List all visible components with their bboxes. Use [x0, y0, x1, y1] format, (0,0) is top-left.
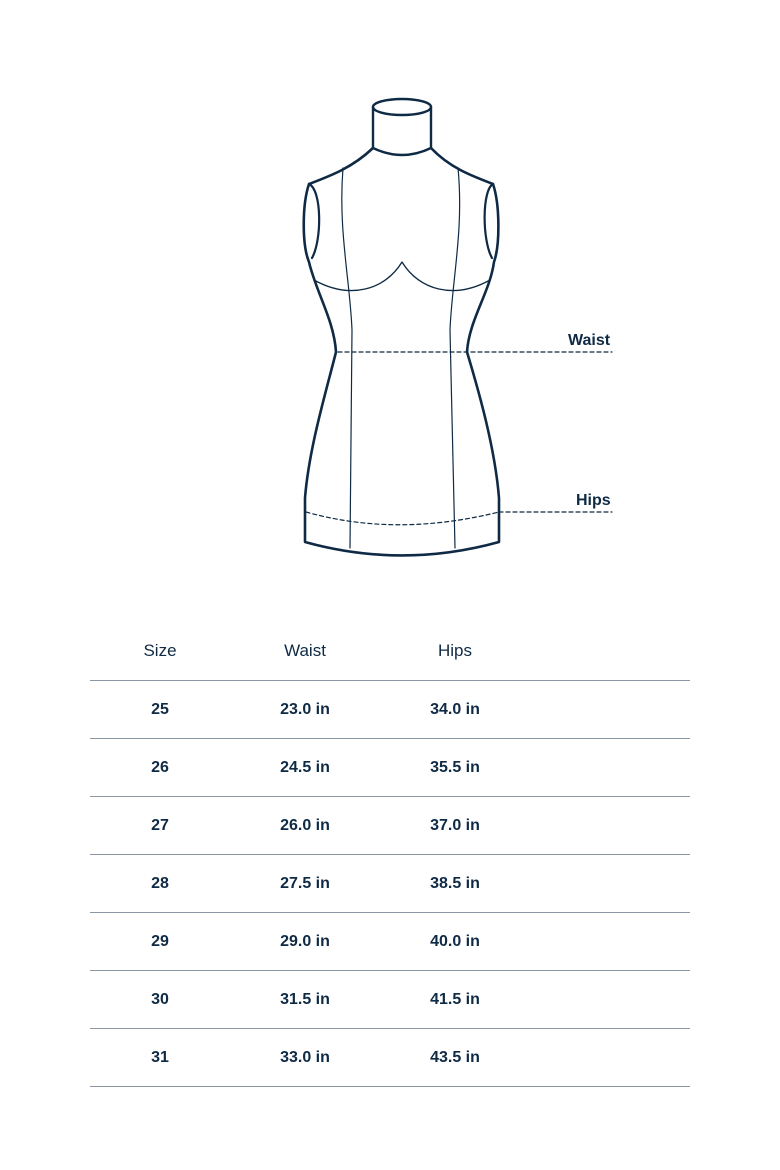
header-waist: Waist — [230, 622, 380, 681]
cell-waist: 26.0 in — [230, 797, 380, 855]
cell-size: 30 — [90, 971, 230, 1029]
table-row — [90, 855, 690, 913]
bust-line — [314, 262, 490, 290]
cell-size: 25 — [90, 681, 230, 739]
cell-size: 29 — [90, 913, 230, 971]
cell-size: 28 — [90, 855, 230, 913]
table-row — [90, 739, 690, 797]
cell-spacer — [530, 913, 690, 971]
cell-waist: 33.0 in — [230, 1029, 380, 1087]
cell-waist: 23.0 in — [230, 681, 380, 739]
cell-spacer — [530, 681, 690, 739]
hips-dashed-curve — [306, 512, 499, 525]
table-row — [90, 681, 690, 739]
cell-spacer — [530, 855, 690, 913]
waist-label: Waist — [568, 332, 611, 349]
cell-waist: 24.5 in — [230, 739, 380, 797]
cell-spacer — [530, 971, 690, 1029]
right-armhole — [485, 184, 493, 258]
cell-hips: 40.0 in — [380, 913, 530, 971]
cell-hips: 38.5 in — [380, 855, 530, 913]
cell-size: 27 — [90, 797, 230, 855]
cell-hips: 37.0 in — [380, 797, 530, 855]
header-hips: Hips — [380, 622, 530, 681]
cell-spacer — [530, 1029, 690, 1087]
cell-hips: 41.5 in — [380, 971, 530, 1029]
right-princess-seam — [450, 168, 460, 548]
hips-label: Hips — [576, 492, 611, 509]
cell-waist: 31.5 in — [230, 971, 380, 1029]
neck-top — [373, 99, 431, 115]
table-row — [90, 797, 690, 855]
cell-size: 31 — [90, 1029, 230, 1087]
table-header-row — [90, 622, 690, 681]
cell-hips: 34.0 in — [380, 681, 530, 739]
header-spacer — [530, 622, 690, 681]
header-size: Size — [90, 622, 230, 681]
table-row — [90, 971, 690, 1029]
cell-spacer — [530, 739, 690, 797]
size-chart-table — [90, 622, 690, 1087]
cell-size: 26 — [90, 739, 230, 797]
left-armhole — [309, 184, 319, 258]
cell-waist: 27.5 in — [230, 855, 380, 913]
cell-hips: 35.5 in — [380, 739, 530, 797]
table-row — [90, 913, 690, 971]
table-row — [90, 1029, 690, 1087]
cell-hips: 43.5 in — [380, 1029, 530, 1087]
cell-spacer — [530, 797, 690, 855]
left-princess-seam — [342, 168, 352, 548]
cell-waist: 29.0 in — [230, 913, 380, 971]
